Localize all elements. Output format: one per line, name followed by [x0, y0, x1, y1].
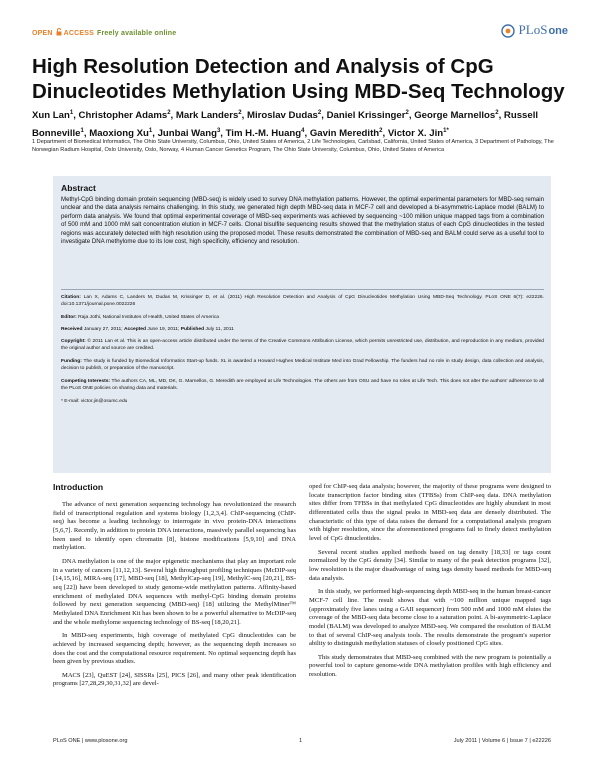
- abstract-heading: Abstract: [61, 183, 96, 193]
- received-label: Received: [61, 327, 83, 332]
- author-name: George Marnellos$^2$: [414, 110, 499, 122]
- footer-page-number: 1: [299, 738, 303, 744]
- editor-label: Editor:: [61, 315, 77, 320]
- access-label: ACCESS: [63, 30, 95, 37]
- intro-paragraph: Several recent studies applied methods based on tag density [18,33] or tags count normalized by the CpG density [34]. Similar to many of the peak detection programs [32], low resolution is the major disadvantage of using tags density based methods for MBD-seq data analysis.: [309, 548, 551, 582]
- intro-paragraph: MACS [23], QuEST [24], SISSRs [25], PICS [26], and many other peak identification programs [27,28,29,30,31,32] are devel-: [53, 671, 296, 688]
- intro-paragraph: In this study, we performed high-sequencing depth MBD-seq in the human breast-cancer MCF-7 cell line. The result shows that with ~100 million unique mapped tags (approximately five lanes using a GAII sequencer) from 500 mM and 1000 mM elutes the coverage of the MBD-seq data become close to a saturation point. A bi-asymmetric-Laplace model (BALM) was developed to analyze MBD-seq. We compared the resolution of BALM to that of several ChIP-seq analysis tools. The results demonstrate the program's superior ability to distinguish methylation statuses of closely positioned CpG sites.: [309, 588, 551, 648]
- footer-issue: July 2011 | Volume 6 | Issue 7 | e22226: [453, 738, 551, 744]
- author-list: Xun Lan$^1$, Christopher Adams$^2$, Mark Landers$^2$, Miroslav Dudas$^2$, Daniel Krissinger$^2$, George Marnellos$^2$, Russell Bonneville$^1$, Maoxiong Xu$^1$, Junbai Wang$^3$, Tim H.-M. Huang$^4$, Gavin Meredith$^2$, Victor X. Jin$^{1*}$: [32, 110, 539, 139]
- author-name: Christopher Adams$^2$: [78, 110, 171, 122]
- abstract-text: Methyl-CpG binding domain protein sequencing (MBD-seq) is widely used to survey DNA methylation patterns. However, the optimal experimental parameters for MBD-seq remain unclear and the data analysis remains challenging. In this study, we generated high depth MBD-seq data in MCF-7 cell and developed a bi-asymmetric-Laplace model (BALM) to perform data analysis. We found that optimal experimental coverage of MBD-seq experiments was achieved by sequencing ~100 million unique mapped tags from a combination of 500 mM and 1000 mM salt concentration elution in MCF-7 cells. Clonal bisulfite sequencing results showed that the methylation status of each CpG dinucleotides in the tested regions was accurately detected with high resolution using the proposed model. These results demonstrated the combination of MBD-seq and BALM could serve as a useful tool to investigate DNA methylome due to its low cost, high specificity, efficiency and resolution.: [61, 196, 544, 246]
- author-affiliation-mark: 2: [238, 110, 242, 116]
- abstract-divider: [61, 289, 544, 290]
- intro-paragraph: The advance of next generation sequencing technology has revolutionized the research field of transcriptional regulation and systems biology [1,2,3,4]. ChIP-sequencing (ChIP-seq) has become a leading technology to interrogate in vivo protein-DNA interactions [5,6,7]. Recently, in addition to protein DNA interactions, massively parallel sequencing has been used to identify open chromatin [8], histone modifications [5,9,10] and DNA methylation.: [53, 501, 296, 552]
- author-affiliation-mark: 2: [317, 110, 322, 116]
- intro-paragraph: This study demonstrates that MBD-seq combined with the new program is potentially a powerful tool to capture genome-wide DNA methylation profiles with high efficiency and resolution.: [309, 653, 551, 679]
- competing-interests-block: [61, 379, 544, 392]
- plos-mark-icon: [501, 24, 515, 38]
- affiliations: 1 Department of Biomedical Informatics, The Ohio State University, Columbus, Ohio, United States of America, 2 Life Technologies, Carlsbad, California, United States of America, 3 Department of Pathology, The Norwegian Radium Hospital, Oslo University, Oslo, Norway, 4 Human Cancer Genetics Program, The Ohio State University, Columbus, Ohio, United States of America: [32, 139, 554, 154]
- author-name: Xun Lan$^1$: [32, 110, 74, 122]
- freely-available-label: Freely available online: [97, 30, 177, 37]
- author-affiliation-mark: 2: [495, 110, 499, 116]
- introduction-heading: Introduction: [53, 482, 104, 492]
- citation-text: Lan X, Adams C, Landers M, Dudas M, Krissinger D, et al. (2011) High Resolution Detection and Analysis of CpG Dinucleotides Methylation Using MBD-Seq Technology. PLoS ONE 6(7): e22226. doi:10.1371/journal.pone.0022226: [61, 295, 544, 307]
- author-name: Maoxiong Xu$^1$: [89, 127, 153, 139]
- funding-block: [61, 359, 544, 372]
- abstract-box: [53, 176, 551, 473]
- plos-one-logo: [501, 22, 568, 38]
- author-name: Miroslav Dudas$^2$: [246, 110, 322, 122]
- copyright-text: © 2011 Lan et al. This is an open-access article distributed under the terms of the Creative Commons Attribution License, which permits unrestricted use, distribution, and reproduction in any medium, provided the original author and source are credited.: [61, 339, 545, 351]
- journal-header: [32, 22, 568, 48]
- author-affiliation-mark: 1: [148, 127, 153, 134]
- email-block: [61, 399, 544, 406]
- open-lock-icon: [56, 28, 62, 36]
- author-name: Junbai Wang$^3$: [157, 127, 221, 139]
- copyright-label: Copyright:: [61, 339, 86, 344]
- open-access-badge: [32, 28, 176, 37]
- logo-plos: PLoS: [518, 22, 548, 37]
- funding-text: The study is funded by Biomedical Informatics Start-up funds. XL is awarded a Howard Hughes Medical Institute Med into Grad Fellowship. The funders had no role in study design, data collection and analysis, decision to publish, or preparation of the manuscript.: [61, 359, 544, 371]
- footer-journal: PLoS ONE | www.plosone.org: [53, 738, 128, 744]
- author-affiliation-mark: 1*: [443, 127, 449, 134]
- citation-block: [61, 295, 544, 308]
- dates-block: [61, 327, 544, 334]
- intro-paragraph: In MBD-seq experiments, high coverage of methylated CpG dinucleotides can be achieved by increased sequencing depth; however, as the sequencing depth increases so does the cost and the computational resource requirement. No optimal sequencing depth has been given by previous studies.: [53, 632, 296, 666]
- author-name: Russell Bonneville$^1$: [32, 110, 539, 139]
- author-name: Tim H.-M. Huang$^4$: [225, 127, 305, 139]
- open-label: OPEN: [32, 30, 53, 37]
- author-affiliation-mark: 2: [379, 127, 383, 134]
- competing-label: Competing Interests:: [61, 379, 111, 384]
- author-affiliation-mark: 4: [301, 127, 305, 134]
- accepted-label: Accepted: [124, 327, 147, 332]
- author-affiliation-mark: 1: [80, 127, 84, 134]
- editor-block: [61, 315, 544, 322]
- intro-column-left: [53, 501, 296, 689]
- intro-paragraph: oped for ChIP-seq data analysis; however, the majority of these programs were designed to locate transcription factor binding sites (TFBSs) from ChIP-seq data. DNA methylation sites differ from TFBSs in that methylated CpG dinucleotides are highly abundant in most differentiated cells thus the signal peaks in MBD-seq data are densely distributed. The characteristic of this type of data raises the demand for a computational analysis program with higher resolution, since the aforementioned programs fail to finely detect methylation level of CpG dinucleotides.: [309, 483, 551, 542]
- email-link[interactable]: victor.jin@osumc.edu: [80, 399, 128, 404]
- author-name: Gavin Meredith$^2$: [309, 127, 383, 139]
- email-label: * E-mail:: [61, 399, 80, 404]
- paper-title: High Resolution Detection and Analysis of CpG Dinucleotides Methylation Using MBD-Seq Technology: [32, 55, 565, 103]
- citation-label: Citation:: [61, 295, 81, 300]
- accepted-date: June 19, 2011;: [147, 327, 180, 332]
- logo-one: one: [548, 25, 568, 37]
- author-affiliation-mark: 2: [167, 110, 171, 116]
- copyright-block: [61, 339, 544, 352]
- editor-text: Raja Jothi, National Institutes of Health, United States of America: [78, 315, 219, 320]
- author-affiliation-mark: 1: [69, 110, 74, 116]
- author-name: Victor X. Jin$^{1*}$: [387, 127, 449, 139]
- published-label: Published: [180, 327, 205, 332]
- author-name: Daniel Krissinger$^2$: [326, 110, 409, 122]
- intro-paragraph: DNA methylation is one of the major epigenetic mechanisms that play an important role in a variety of cancers [11,12,13]. Several high throughput profiling techniques (McDIP-seq [14,15,16], MIRA-seq [17], MBD-seq [18], MethylCap-seq [19], MethylC-seq [20,21], BS-seq [22]) have been developed to study genome-wide methylation patterns. Affinity-based enrichment of methylated DNA sequences with methyl-CpG binding domain proteins followed by next generation sequencing (MBD-seq) [18] utilizing the MethylMiner™ Methylated DNA Enrichment Kit has been shown to be a powerful alternative to McDIP-seq and the whole methylome sequencing technology of BS-seq [18,20,21].: [53, 557, 296, 626]
- published-date: July 11, 2011: [205, 327, 234, 332]
- intro-column-right: [309, 483, 551, 680]
- author-affiliation-mark: 2: [405, 110, 409, 116]
- received-date: January 27, 2011;: [83, 327, 123, 332]
- competing-text: The authors CA, ML, MD, DK, G. Marnellos, G. Meredith are employed at Life Technologies. The others are from OSU and have no roles at Life Tech. This does not alter the authors' adherence to all the PLoS ONE policies on sharing data and materials.: [61, 379, 544, 391]
- funding-label: Funding:: [61, 359, 82, 364]
- author-affiliation-mark: 3: [216, 127, 221, 134]
- author-name: Mark Landers$^2$: [175, 110, 242, 122]
